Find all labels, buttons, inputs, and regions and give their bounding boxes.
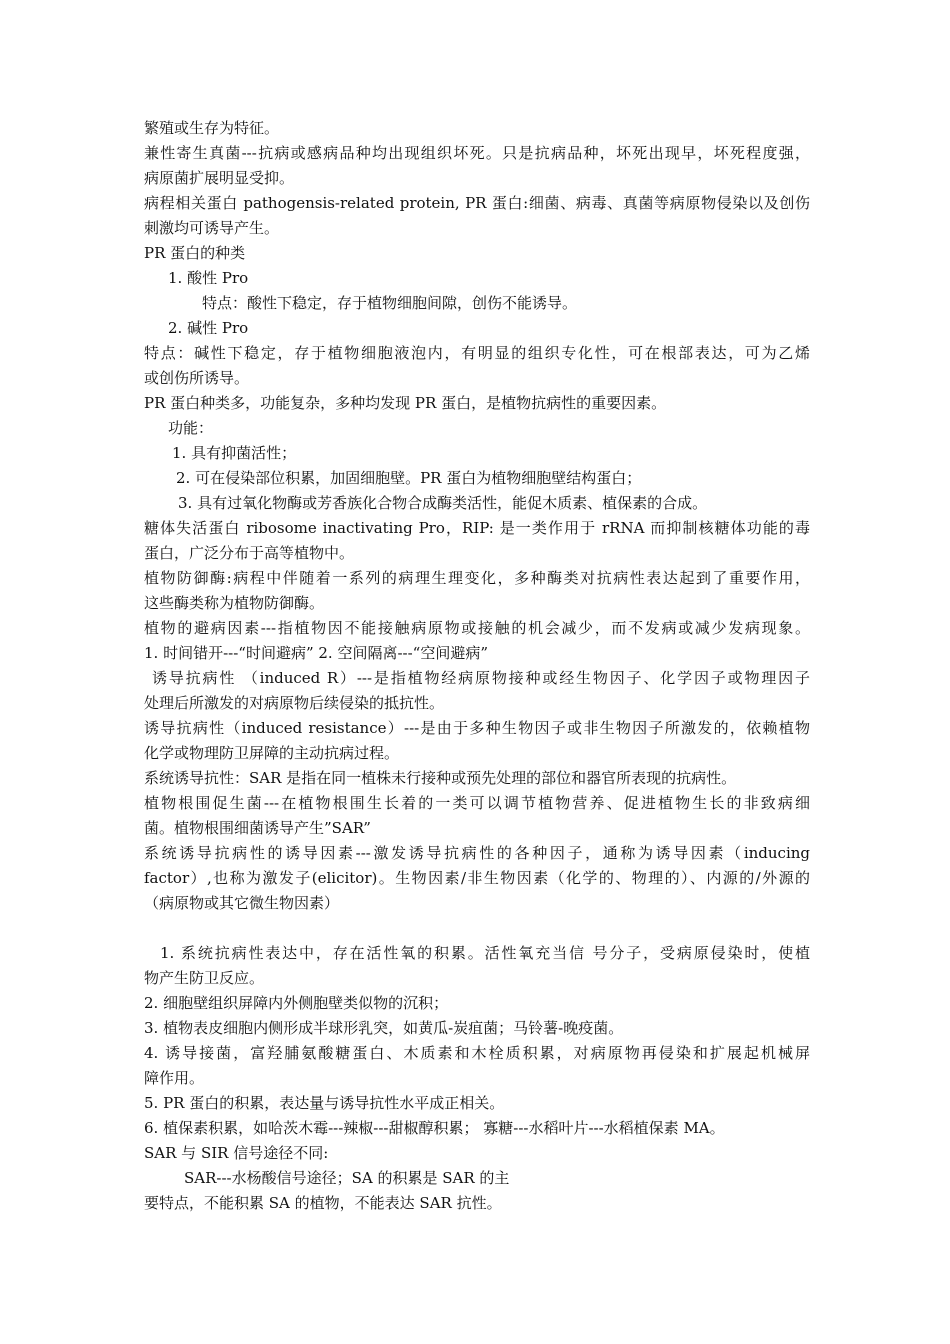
text-line: PR 蛋白种类多，功能复杂，多种均发现 PR 蛋白，是植物抗病性的重要因素。 bbox=[144, 394, 667, 412]
list-item: 6. 植保素积累，如哈茨木霉---辣椒---甜椒醇积累； 寡糖---水稻叶片---水稻植保素 MA。 bbox=[144, 1119, 725, 1137]
text-line: 诱导抗病性（induced resistance）---是由于多种生物因子或非生物因子所激发的，依赖植物 bbox=[144, 719, 810, 737]
blank-line bbox=[144, 916, 810, 941]
text-line: 功能： bbox=[168, 419, 214, 437]
list-item: 1. 酸性 Pro bbox=[168, 269, 249, 287]
text-line: 菌。植物根围细菌诱导产生”SAR” bbox=[144, 819, 371, 837]
text-line: 病原菌扩展明显受抑。 bbox=[144, 169, 295, 187]
list-item: 4. 诱导接菌，富羟脯氨酸糖蛋白、木质素和木栓质积累，对病原物再侵染和扩展起机械屏 bbox=[144, 1044, 810, 1062]
text-line: factor）,也称为激发子(elicitor)。生物因素/非生物因素（化学的、物理的）、内源的/外源的 bbox=[144, 869, 810, 887]
text-line: 系统诱导抗病性的诱导因素---激发诱导抗病性的各种因子，通称为诱导因素（inducing bbox=[144, 844, 810, 862]
list-item: 1. 具有抑菌活性； bbox=[172, 444, 297, 462]
list-item: 1. 系统抗病性表达中，存在活性氧的积累。活性氧充当信 号分子，受病原侵染时，使植 bbox=[160, 944, 810, 962]
text-line: （病原物或其它微生物因素） bbox=[144, 894, 340, 912]
text-line: 1. 时间错开---“时间避病” 2. 空间隔离---“空间避病” bbox=[144, 644, 489, 662]
text-line: 障作用。 bbox=[144, 1069, 205, 1087]
text-line: 特点：酸性下稳定，存于植物细胞间隙，创伤不能诱导。 bbox=[202, 294, 578, 312]
text-line: 或创伤所诱导。 bbox=[144, 369, 250, 387]
text-line: 物产生防卫反应。 bbox=[144, 969, 265, 987]
text-line: 繁殖或生存为特征。 bbox=[144, 119, 280, 137]
text-line: 病程相关蛋白 pathogensis-related protein, PR 蛋白:细菌、病毒、真菌等病原物侵染以及创伤 bbox=[144, 194, 810, 212]
list-item: 3. 植物表皮细胞内侧形成半球形乳突，如黄瓜-炭疽菌；马铃薯-晚疫菌。 bbox=[144, 1019, 624, 1037]
list-item: 2. 细胞壁组织屏障内外侧胞壁类似物的沉积； bbox=[144, 994, 449, 1012]
text-line: 化学或物理防卫屏障的主动抗病过程。 bbox=[144, 744, 400, 762]
text-line: 蛋白，广泛分布于高等植物中。 bbox=[144, 544, 355, 562]
text-line: 植物根围促生菌---在植物根围生长着的一类可以调节植物营养、促进植物生长的非致病细 bbox=[144, 794, 810, 812]
text-line: 兼性寄生真菌---抗病或感病品种均出现组织坏死。只是抗病品种，坏死出现早，坏死程度强， bbox=[144, 144, 810, 162]
section-heading: PR 蛋白的种类 bbox=[144, 244, 246, 262]
text-line: 植物防御酶:病程中伴随着一系列的病理生理变化，多种酶类对抗病性表达起到了重要作用， bbox=[144, 569, 810, 587]
text-line: 刺激均可诱导产生。 bbox=[144, 219, 280, 237]
text-line: 糖体失活蛋白 ribosome inactivating Pro，RIP: 是一类作用于 rRNA 而抑制核糖体功能的毒 bbox=[144, 519, 810, 537]
list-item: 3. 具有过氧化物酶或芳香族化合物合成酶类活性，能促木质素、植保素的合成。 bbox=[178, 494, 708, 512]
document-page bbox=[144, 116, 810, 1216]
list-item: 5. PR 蛋白的积累，表达量与诱导抗性水平成正相关。 bbox=[144, 1094, 505, 1112]
text-line: SAR 与 SIR 信号途径不同: bbox=[144, 1144, 329, 1162]
text-line: 系统诱导抗性：SAR 是指在同一植株未行接种或预先处理的部位和器官所表现的抗病性。 bbox=[144, 769, 737, 787]
text-line: SAR---水杨酸信号途径；SA 的积累是 SAR 的主 bbox=[184, 1169, 510, 1187]
text-line: 要特点，不能积累 SA 的植物，不能表达 SAR 抗性。 bbox=[144, 1194, 502, 1212]
list-item: 2. 碱性 Pro bbox=[168, 319, 249, 337]
text-line: 处理后所激发的对病原物后续侵染的抵抗性。 bbox=[144, 694, 445, 712]
text-line: 诱导抗病性 （induced R）---是指植物经病原物接种或经生物因子、化学因子或物理因子 bbox=[152, 669, 810, 687]
list-item: 2. 可在侵染部位积累，加固细胞壁。PR 蛋白为植物细胞壁结构蛋白； bbox=[176, 469, 642, 487]
text-line: 特点：碱性下稳定，存于植物细胞液泡内，有明显的组织专化性，可在根部表达，可为乙烯 bbox=[144, 344, 810, 362]
text-line: 植物的避病因素---指植物因不能接触病原物或接触的机会减少，而不发病或减少发病现象。 bbox=[144, 619, 810, 637]
text-line: 这些酶类称为植物防御酶。 bbox=[144, 594, 325, 612]
